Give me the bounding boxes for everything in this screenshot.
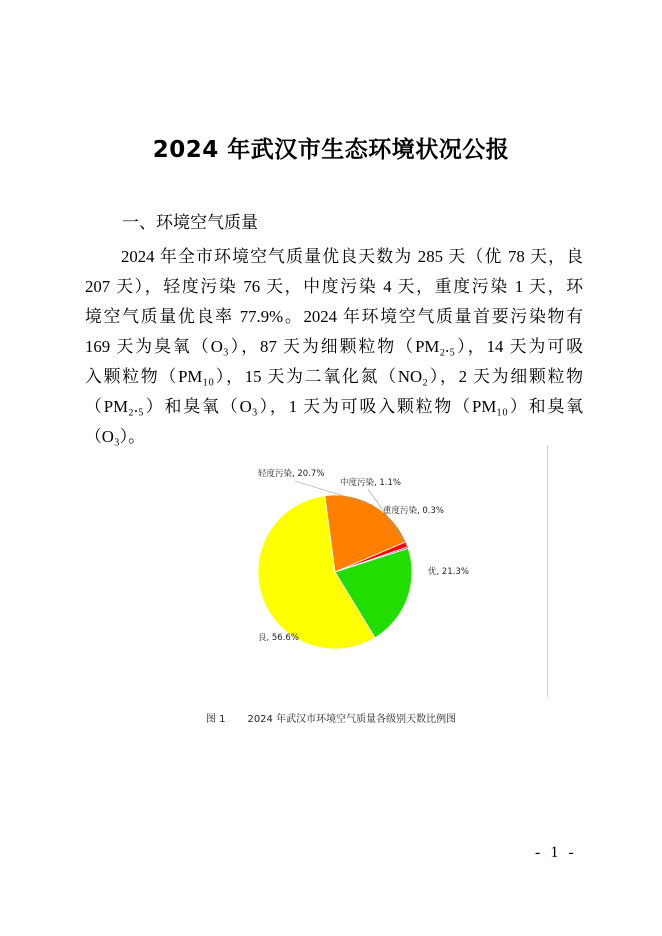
section-heading: 一、环境空气质量: [122, 213, 258, 233]
slice-data-label: 优, 21.3%: [428, 567, 469, 577]
figure-label: 图 1: [205, 714, 226, 725]
paragraph-line: （PM₂.₅）和臭氧（O₃），1 天为可吸入颗粒物（PM₁₀）和臭氧: [85, 397, 583, 416]
paragraph-line: 2024 年全市环境空气质量优良天数为 285 天（优 78 天，良: [121, 247, 583, 266]
figure-caption: [0, 710, 662, 725]
page-number: - 1 -: [535, 844, 577, 861]
slice-data-label: 良, 56.6%: [258, 633, 299, 643]
paragraph-line: 入颗粒物（PM₁₀），15 天为二氧化氮（NO₂），2 天为细颗粒物: [85, 367, 583, 386]
pie-chart: [240, 455, 500, 670]
paragraph-line: 169 天为臭氧（O₃），87 天为细颗粒物（PM₂.₅），14 天为可吸: [85, 337, 583, 356]
paragraph-line: 境空气质量优良率 77.9%。2024 年环境空气质量首要污染物有: [85, 307, 583, 326]
body-paragraph: [85, 242, 583, 452]
document-title: 2024 年武汉市生态环境状况公报: [152, 137, 510, 163]
paragraph-line: 207 天），轻度污染 76 天，中度污染 4 天，重度污染 1 天，环: [85, 277, 583, 296]
slice-data-label: 中度污染, 1.1%: [340, 478, 401, 488]
figure-caption-text: 2024 年武汉市环境空气质量各级别天数比例图: [247, 714, 457, 725]
paragraph-line: （O₃）。: [85, 427, 145, 446]
slice-data-label: 重度污染, 0.3%: [383, 506, 444, 516]
slice-data-label: 轻度污染, 20.7%: [258, 469, 325, 479]
figure-border-line: [547, 445, 548, 697]
